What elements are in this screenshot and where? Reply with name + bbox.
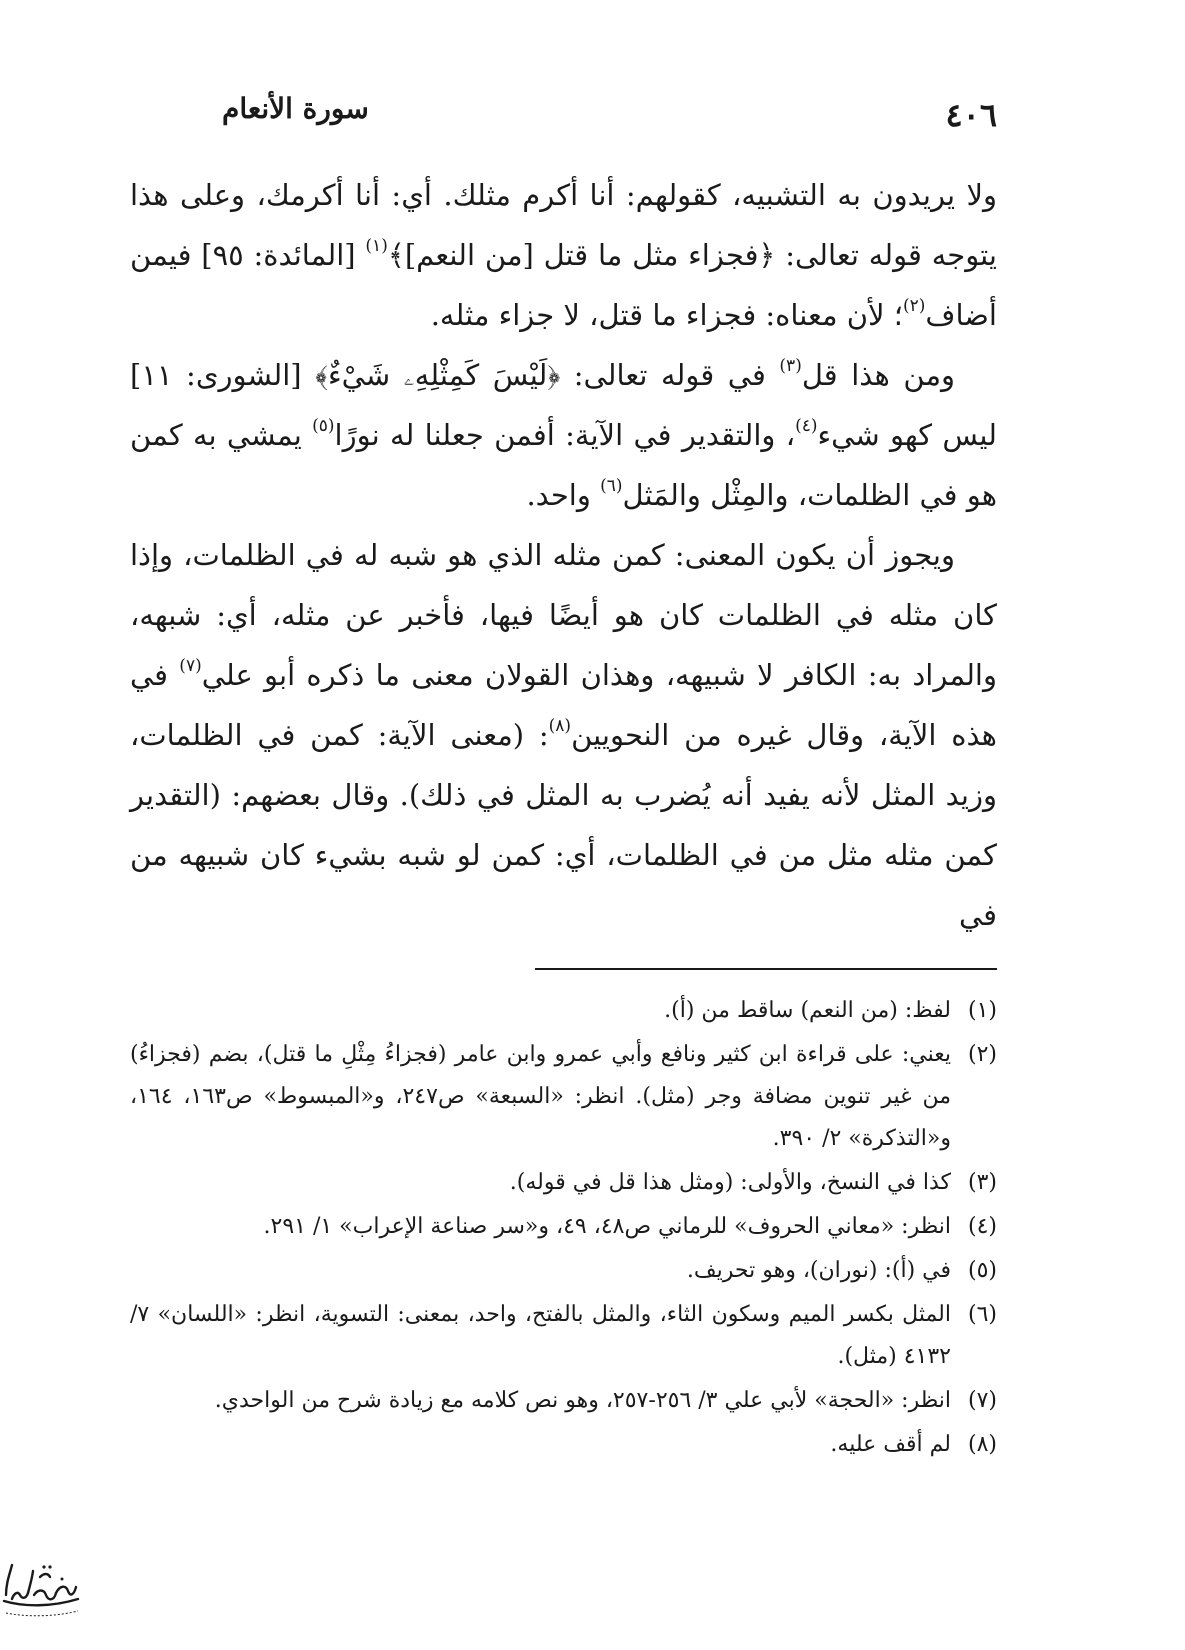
footnote-number: (٢) (967, 1042, 997, 1067)
footnote-item (130, 1250, 997, 1292)
footnotes-section (130, 990, 997, 1468)
footnote-ref-1[interactable]: (١) (365, 236, 388, 257)
page-number: ٤٠٦ (945, 96, 997, 134)
footnote-text: في (أ): (نوران)، وهو تحريف. (686, 1258, 951, 1283)
footnote-ref-6[interactable]: (٦) (600, 476, 623, 497)
footnote-text: لم أقف عليه. (830, 1432, 951, 1457)
text-segment: ومن هذا قل (801, 358, 955, 392)
footnote-number: (١) (967, 998, 997, 1023)
text-segment: يمشي به كمن هو في الظلمات، والمِثْل والمَثل (130, 418, 997, 512)
text-segment: ؛ لأن معناه: فجزاء ما قتل، لا جزاء مثله. (430, 298, 903, 332)
footnote-item (130, 1424, 997, 1466)
footnote-item (130, 1034, 997, 1160)
text-segment: [المائدة: ٩٥] فيمن أضاف (130, 238, 997, 332)
footnote-ref-4[interactable]: (٤) (795, 416, 818, 437)
footnote-divider (535, 968, 997, 970)
text-segment: واحد. (526, 478, 601, 512)
text-segment: ويجوز أن يكون المعنى: كمن مثله الذي هو شبه له في الظلمات، وإذا كان مثله في الظلمات كان هو أيضًا فيها، فأخبر عن مثله، أي: شبهه، والمراد به: الكافر لا شبيهه، وهذان القولان معنى ما ذكره أبو علي (130, 538, 997, 692)
surah-title: سورة الأنعام (222, 92, 369, 125)
footnote-text: انظر: «معاني الحروف» للرماني ص٤٨، ٤٩، و«سر صناعة الإعراب» ١/ ٢٩١. (263, 1214, 951, 1239)
footnote-number: (٦) (967, 1302, 997, 1327)
paragraph-2 (130, 345, 997, 525)
footnote-item (130, 990, 997, 1032)
footnote-text: لفظ: (من النعم) ساقط من (أ). (664, 998, 951, 1023)
footnote-ref-3[interactable]: (٣) (779, 356, 802, 377)
footnote-item (130, 1162, 997, 1204)
footnote-ref-8[interactable]: (٨) (548, 716, 572, 737)
page-header (222, 92, 997, 136)
calligraphy-logo-icon (0, 1555, 82, 1627)
footnote-number: (٤) (967, 1214, 997, 1239)
text-segment: ، والتقدير في الآية: أفمن جعلنا له نورًا (334, 418, 796, 452)
main-text (130, 165, 997, 945)
footnote-number: (٨) (967, 1432, 997, 1457)
footnote-text: كذا في النسخ، والأولى: (ومثل هذا قل في قوله). (509, 1170, 951, 1195)
text-segment: في هذه الآية، وقال غيره من النحويين (130, 658, 997, 752)
footnote-ref-2[interactable]: (٢) (902, 296, 926, 317)
footnote-text: المثل بكسر الميم وسكون الثاء، والمثل بالفتح، واحد، بمعنى: التسوية، انظر: «اللسان» ٧/ ٤١٣٢ (مثل). (130, 1302, 951, 1369)
text-segment: : (معنى الآية: كمن في الظلمات، وزيد المثل لأنه يفيد أنه يُضرب به المثل في ذلك). وقال بعضهم: (التقدير كمن مثله مثل من في الظلمات، أي: كمن لو شبه بشيء كان شبيهه من في (130, 718, 997, 932)
text-segment: ولا يريدون به التشبيه، كقولهم: أنا أكرم مثلك. أي: أنا أكرمك، وعلى هذا يتوجه قوله تعالى: ﴿فجزاء مثل ما قتل [من النعم]﴾ (130, 178, 997, 272)
footnote-ref-7[interactable]: (٧) (179, 656, 202, 677)
footnote-number: (٥) (967, 1258, 997, 1283)
footnote-text: انظر: «الحجة» لأبي علي ٣/ ٢٥٦-٢٥٧، وهو نص كلامه مع زيادة شرح من الواحدي. (214, 1388, 951, 1413)
footnote-item (130, 1206, 997, 1248)
paragraph-3 (130, 525, 997, 945)
footnote-item (130, 1380, 997, 1422)
footnote-item (130, 1294, 997, 1378)
footnote-number: (٣) (967, 1170, 997, 1195)
footnote-number: (٧) (967, 1388, 997, 1413)
paragraph-1 (130, 165, 997, 345)
text-segment: في قوله تعالى: ﴿لَيْسَ كَمِثْلِهِۦ شَيْءٌ﴾ [الشورى: ١١] ليس كهو شيء (130, 358, 997, 452)
footnote-text: يعني: على قراءة ابن كثير ونافع وأبي عمرو وابن عامر (فجزاءُ مِثْلِ ما قتل)، بضم (فجزاءُ) من غير تنوين مضافة وجر (مثل). انظر: «السبعة» ص٢٤٧، و«المبسوط» ص١٦٣، ١٦٤، و«التذكرة» ٢/ ٣٩٠. (130, 1042, 952, 1151)
footnote-ref-5[interactable]: (٥) (312, 416, 335, 437)
